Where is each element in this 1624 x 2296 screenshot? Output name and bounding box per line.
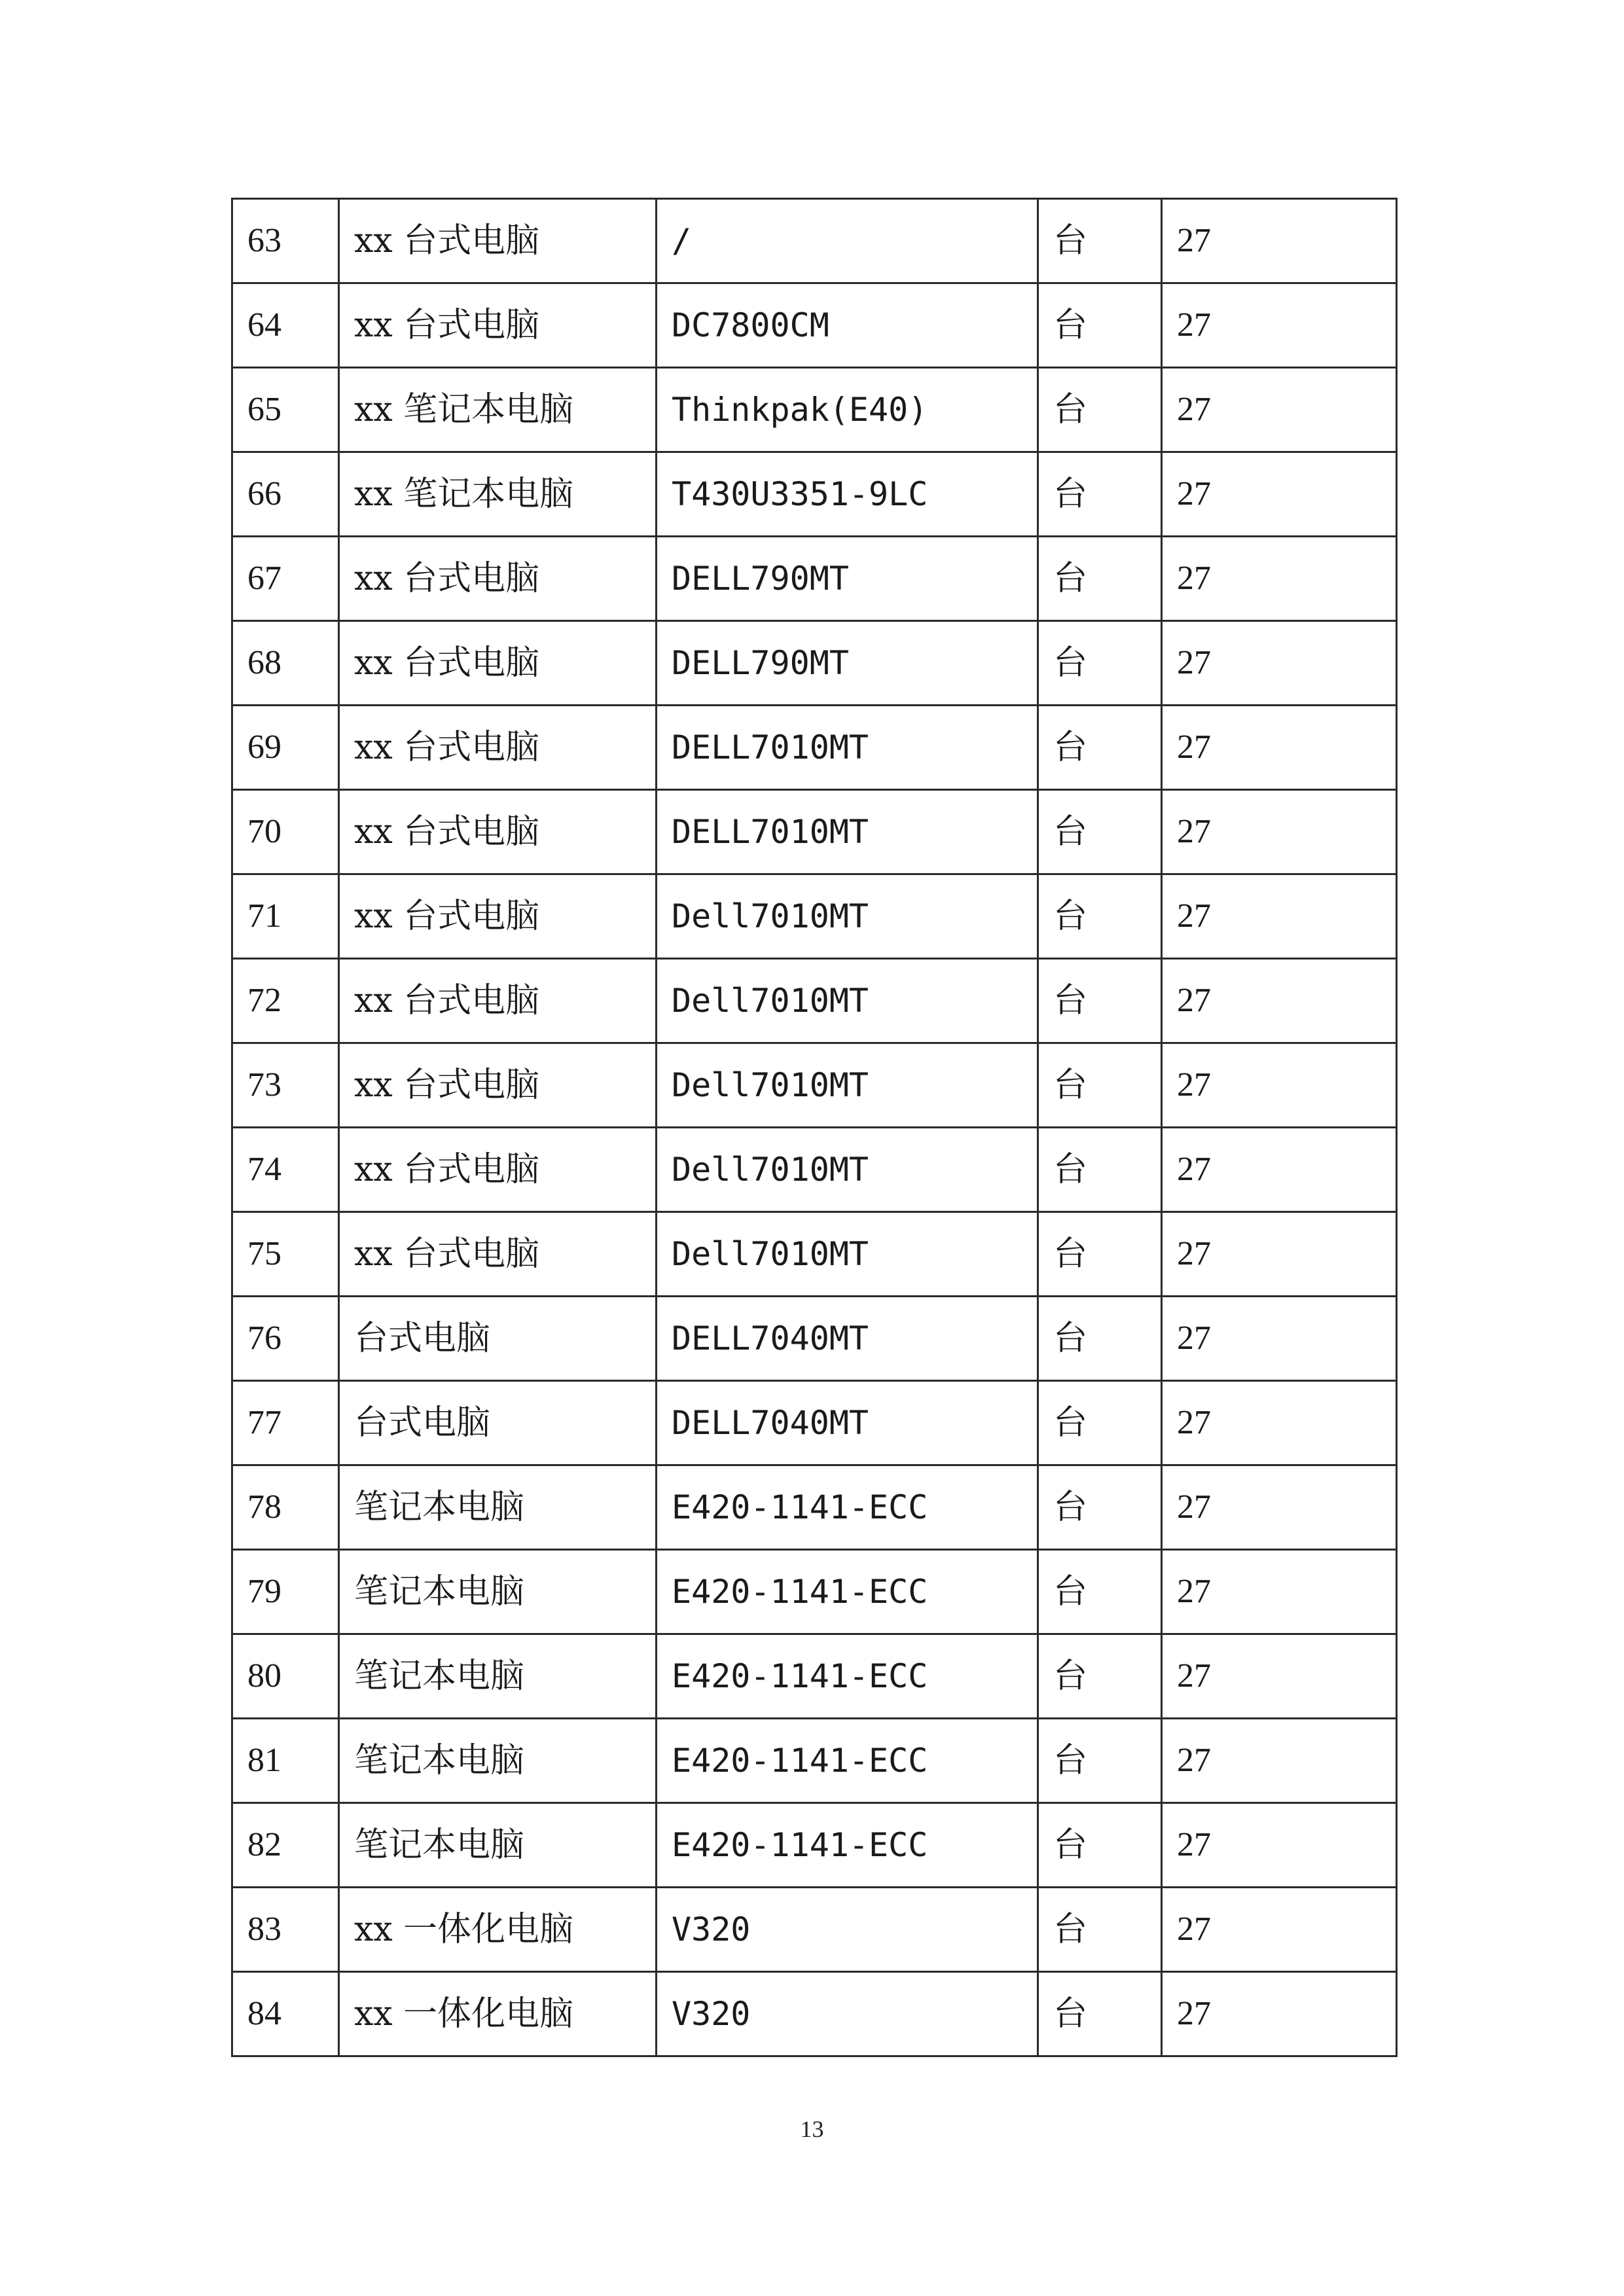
item-name-cell: xx 台式电脑: [339, 706, 657, 790]
item-model-cell: DELL7010MT: [657, 706, 1038, 790]
table-row: [232, 1634, 1397, 1719]
item-quantity-cell: 27: [1162, 1972, 1397, 2056]
item-number-cell: 79: [232, 1550, 339, 1634]
item-number-cell: 72: [232, 959, 339, 1043]
item-number-cell: 75: [232, 1212, 339, 1297]
table-row: [232, 1803, 1397, 1888]
item-number-cell: 73: [232, 1043, 339, 1128]
item-quantity-cell: 27: [1162, 1719, 1397, 1803]
item-number-cell: 71: [232, 874, 339, 959]
table-row: [232, 283, 1397, 368]
item-unit-cell: 台: [1038, 452, 1162, 537]
item-unit-cell: 台: [1038, 1297, 1162, 1381]
table-row: [232, 1043, 1397, 1128]
item-number-cell: 68: [232, 621, 339, 706]
table-row: [232, 959, 1397, 1043]
item-quantity-cell: 27: [1162, 1381, 1397, 1465]
item-unit-cell: 台: [1038, 1803, 1162, 1888]
table-row: [232, 368, 1397, 452]
table-row: [232, 790, 1397, 874]
item-quantity-cell: 27: [1162, 537, 1397, 621]
item-name-cell: xx 台式电脑: [339, 1212, 657, 1297]
table-row: [232, 1888, 1397, 1972]
item-number-cell: 74: [232, 1128, 339, 1212]
item-name-cell: 笔记本电脑: [339, 1803, 657, 1888]
table-row: [232, 621, 1397, 706]
item-unit-cell: 台: [1038, 1128, 1162, 1212]
inventory-table-body: [232, 199, 1397, 2056]
item-model-cell: DELL7040MT: [657, 1297, 1038, 1381]
item-unit-cell: 台: [1038, 1381, 1162, 1465]
table-row: [232, 1212, 1397, 1297]
item-quantity-cell: 27: [1162, 283, 1397, 368]
item-quantity-cell: 27: [1162, 452, 1397, 537]
item-model-cell: Dell7010MT: [657, 1212, 1038, 1297]
item-name-cell: xx 台式电脑: [339, 959, 657, 1043]
item-quantity-cell: 27: [1162, 1550, 1397, 1634]
item-quantity-cell: 27: [1162, 368, 1397, 452]
item-quantity-cell: 27: [1162, 874, 1397, 959]
item-unit-cell: 台: [1038, 874, 1162, 959]
table-row: [232, 537, 1397, 621]
item-name-cell: xx 台式电脑: [339, 283, 657, 368]
item-name-cell: 笔记本电脑: [339, 1550, 657, 1634]
item-model-cell: DELL7010MT: [657, 790, 1038, 874]
item-number-cell: 63: [232, 199, 339, 283]
item-quantity-cell: 27: [1162, 1212, 1397, 1297]
table-row: [232, 1550, 1397, 1634]
item-model-cell: E420-1141-ECC: [657, 1719, 1038, 1803]
item-model-cell: /: [657, 199, 1038, 283]
item-model-cell: Dell7010MT: [657, 1043, 1038, 1128]
item-unit-cell: 台: [1038, 368, 1162, 452]
item-quantity-cell: 27: [1162, 1803, 1397, 1888]
item-quantity-cell: 27: [1162, 1465, 1397, 1550]
item-name-cell: xx 一体化电脑: [339, 1972, 657, 2056]
table-row: [232, 1381, 1397, 1465]
item-name-cell: 笔记本电脑: [339, 1719, 657, 1803]
item-quantity-cell: 27: [1162, 959, 1397, 1043]
inventory-table: [231, 198, 1398, 2057]
item-model-cell: V320: [657, 1888, 1038, 1972]
item-unit-cell: 台: [1038, 706, 1162, 790]
item-number-cell: 80: [232, 1634, 339, 1719]
item-model-cell: DELL7040MT: [657, 1381, 1038, 1465]
item-quantity-cell: 27: [1162, 199, 1397, 283]
table-row: [232, 706, 1397, 790]
item-number-cell: 76: [232, 1297, 339, 1381]
item-unit-cell: 台: [1038, 1212, 1162, 1297]
item-name-cell: xx 台式电脑: [339, 1043, 657, 1128]
item-quantity-cell: 27: [1162, 1634, 1397, 1719]
item-number-cell: 84: [232, 1972, 339, 2056]
item-number-cell: 77: [232, 1381, 339, 1465]
item-unit-cell: 台: [1038, 1888, 1162, 1972]
item-name-cell: 笔记本电脑: [339, 1465, 657, 1550]
item-name-cell: 台式电脑: [339, 1381, 657, 1465]
item-model-cell: E420-1141-ECC: [657, 1803, 1038, 1888]
item-model-cell: Dell7010MT: [657, 874, 1038, 959]
table-row: [232, 1719, 1397, 1803]
item-quantity-cell: 27: [1162, 1128, 1397, 1212]
item-model-cell: DELL790MT: [657, 537, 1038, 621]
item-unit-cell: 台: [1038, 1465, 1162, 1550]
table-row: [232, 1465, 1397, 1550]
item-name-cell: xx 台式电脑: [339, 621, 657, 706]
item-quantity-cell: 27: [1162, 1888, 1397, 1972]
item-name-cell: xx 台式电脑: [339, 199, 657, 283]
item-quantity-cell: 27: [1162, 621, 1397, 706]
item-unit-cell: 台: [1038, 1972, 1162, 2056]
item-number-cell: 66: [232, 452, 339, 537]
item-name-cell: 台式电脑: [339, 1297, 657, 1381]
item-model-cell: T430U3351-9LC: [657, 452, 1038, 537]
item-number-cell: 78: [232, 1465, 339, 1550]
item-quantity-cell: 27: [1162, 790, 1397, 874]
item-name-cell: xx 台式电脑: [339, 874, 657, 959]
table-row: [232, 199, 1397, 283]
table-row: [232, 1128, 1397, 1212]
item-unit-cell: 台: [1038, 199, 1162, 283]
item-number-cell: 81: [232, 1719, 339, 1803]
item-model-cell: E420-1141-ECC: [657, 1550, 1038, 1634]
item-name-cell: xx 台式电脑: [339, 1128, 657, 1212]
item-model-cell: E420-1141-ECC: [657, 1634, 1038, 1719]
item-model-cell: Thinkpak(E40): [657, 368, 1038, 452]
item-model-cell: V320: [657, 1972, 1038, 2056]
item-model-cell: DC7800CM: [657, 283, 1038, 368]
item-quantity-cell: 27: [1162, 1297, 1397, 1381]
item-unit-cell: 台: [1038, 959, 1162, 1043]
item-unit-cell: 台: [1038, 1043, 1162, 1128]
table-row: [232, 1972, 1397, 2056]
item-name-cell: xx 台式电脑: [339, 790, 657, 874]
item-unit-cell: 台: [1038, 1719, 1162, 1803]
item-unit-cell: 台: [1038, 1550, 1162, 1634]
item-model-cell: Dell7010MT: [657, 959, 1038, 1043]
item-unit-cell: 台: [1038, 283, 1162, 368]
item-number-cell: 64: [232, 283, 339, 368]
item-model-cell: DELL790MT: [657, 621, 1038, 706]
item-number-cell: 82: [232, 1803, 339, 1888]
item-unit-cell: 台: [1038, 1634, 1162, 1719]
item-model-cell: E420-1141-ECC: [657, 1465, 1038, 1550]
item-unit-cell: 台: [1038, 621, 1162, 706]
item-number-cell: 67: [232, 537, 339, 621]
table-row: [232, 1297, 1397, 1381]
item-number-cell: 70: [232, 790, 339, 874]
item-quantity-cell: 27: [1162, 1043, 1397, 1128]
item-name-cell: xx 笔记本电脑: [339, 368, 657, 452]
item-number-cell: 69: [232, 706, 339, 790]
item-name-cell: xx 台式电脑: [339, 537, 657, 621]
item-name-cell: 笔记本电脑: [339, 1634, 657, 1719]
item-number-cell: 83: [232, 1888, 339, 1972]
item-number-cell: 65: [232, 368, 339, 452]
item-name-cell: xx 笔记本电脑: [339, 452, 657, 537]
item-model-cell: Dell7010MT: [657, 1128, 1038, 1212]
table-row: [232, 452, 1397, 537]
page-number: 13: [800, 2116, 824, 2142]
item-unit-cell: 台: [1038, 537, 1162, 621]
table-row: [232, 874, 1397, 959]
item-quantity-cell: 27: [1162, 706, 1397, 790]
item-name-cell: xx 一体化电脑: [339, 1888, 657, 1972]
item-unit-cell: 台: [1038, 790, 1162, 874]
